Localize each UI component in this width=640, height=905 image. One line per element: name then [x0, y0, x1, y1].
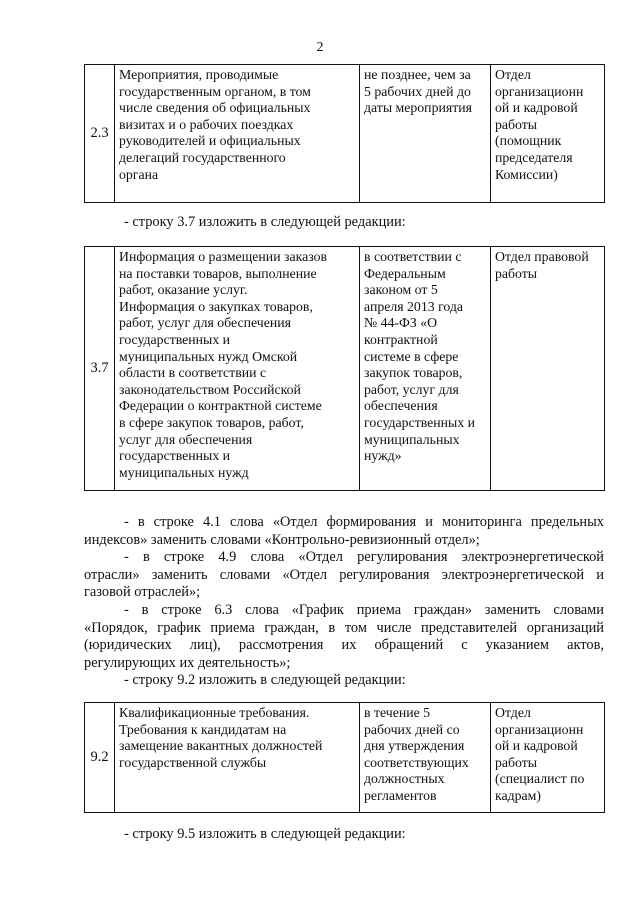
table-row-2-3 [84, 64, 605, 203]
row-number: 2.3 [85, 65, 115, 203]
amendment-4-9-line2: отрасли» заменить словами «Отдел регулирования электроэнергетической и [84, 566, 604, 583]
amendment-6-3-line1: - в строке 6.3 слова «График приема граждан» заменить словами [124, 601, 604, 618]
row-number: 3.7 [85, 247, 115, 491]
responsible-cell: Отдел организационн ой и кадровой работы (специалист по кадрам) [491, 703, 605, 813]
amendment-6-3-line4: регулирующих их деятельность»; [84, 654, 291, 671]
amendment-4-1-line1: - в строке 4.1 слова «Отдел формирования и мониторинга предельных [124, 514, 604, 530]
page-number: 2 [316, 40, 324, 55]
responsible-cell: Отдел правовой работы [491, 247, 605, 491]
amendment-4-9-line1: - в строке 4.9 слова «Отдел регулирования электроэнергетической [124, 549, 604, 566]
amendment-6-3-line3: (юридических лиц), рассмотрения их обращений с указанием актов, [84, 637, 604, 654]
deadline-cell: в течение 5 рабочих дней со дня утверждения соответствующих должностных регламентов [360, 703, 491, 813]
paragraph-row-3-7: - строку 3.7 изложить в следующей редакции: [124, 214, 406, 230]
event-cell: Информация о размещении заказов на поставки товаров, выполнение работ, оказание услуг. Информация о закупках товаров, работ, услуг для обеспечения государственных и муниципальных нужд Омской области в соответствии с законодательством Российской Федерации о контрактной системе в сфере закупок товаров, работ, услуг для обеспечения государственных и муниципальных нужд [115, 247, 360, 491]
row-number: 9.2 [85, 703, 115, 813]
deadline-cell: не позднее, чем за 5 рабочих дней до даты мероприятия [360, 65, 491, 203]
amendment-6-3-line2: «Порядок, график приема граждан, в том числе представителей организаций [84, 619, 604, 636]
paragraph-row-9-2: - строку 9.2 изложить в следующей редакции: [124, 672, 406, 689]
amendment-paragraphs [84, 514, 604, 690]
event-cell: Квалификационные требования. Требования к кандидатам на замещение вакантных должностей государственной службы [115, 703, 360, 813]
event-cell: Мероприятия, проводимые государственным органом, в том числе сведения об официальных визитах и о рабочих поездках руководителей и официальных делегаций государственного органа [115, 65, 360, 203]
table-row-9-2 [84, 702, 605, 813]
deadline-cell: в соответствии с Федеральным законом от 5 апреля 2013 года № 44-ФЗ «О контрактной системе в сфере закупок товаров, работ, услуг для обеспечения государственных и муниципальных нужд» [360, 247, 491, 491]
table-row-3-7 [84, 246, 605, 491]
amendment-4-9-line3: газовой отраслей»; [84, 584, 201, 601]
responsible-cell: Отдел организационн ой и кадровой работы (помощник председателя Комиссии) [491, 65, 605, 203]
amendment-4-1-line2: индексов» заменить словами «Контрольно-ревизионный отдел»; [84, 531, 480, 548]
paragraph-row-9-5: - строку 9.5 изложить в следующей редакции: [124, 826, 406, 842]
